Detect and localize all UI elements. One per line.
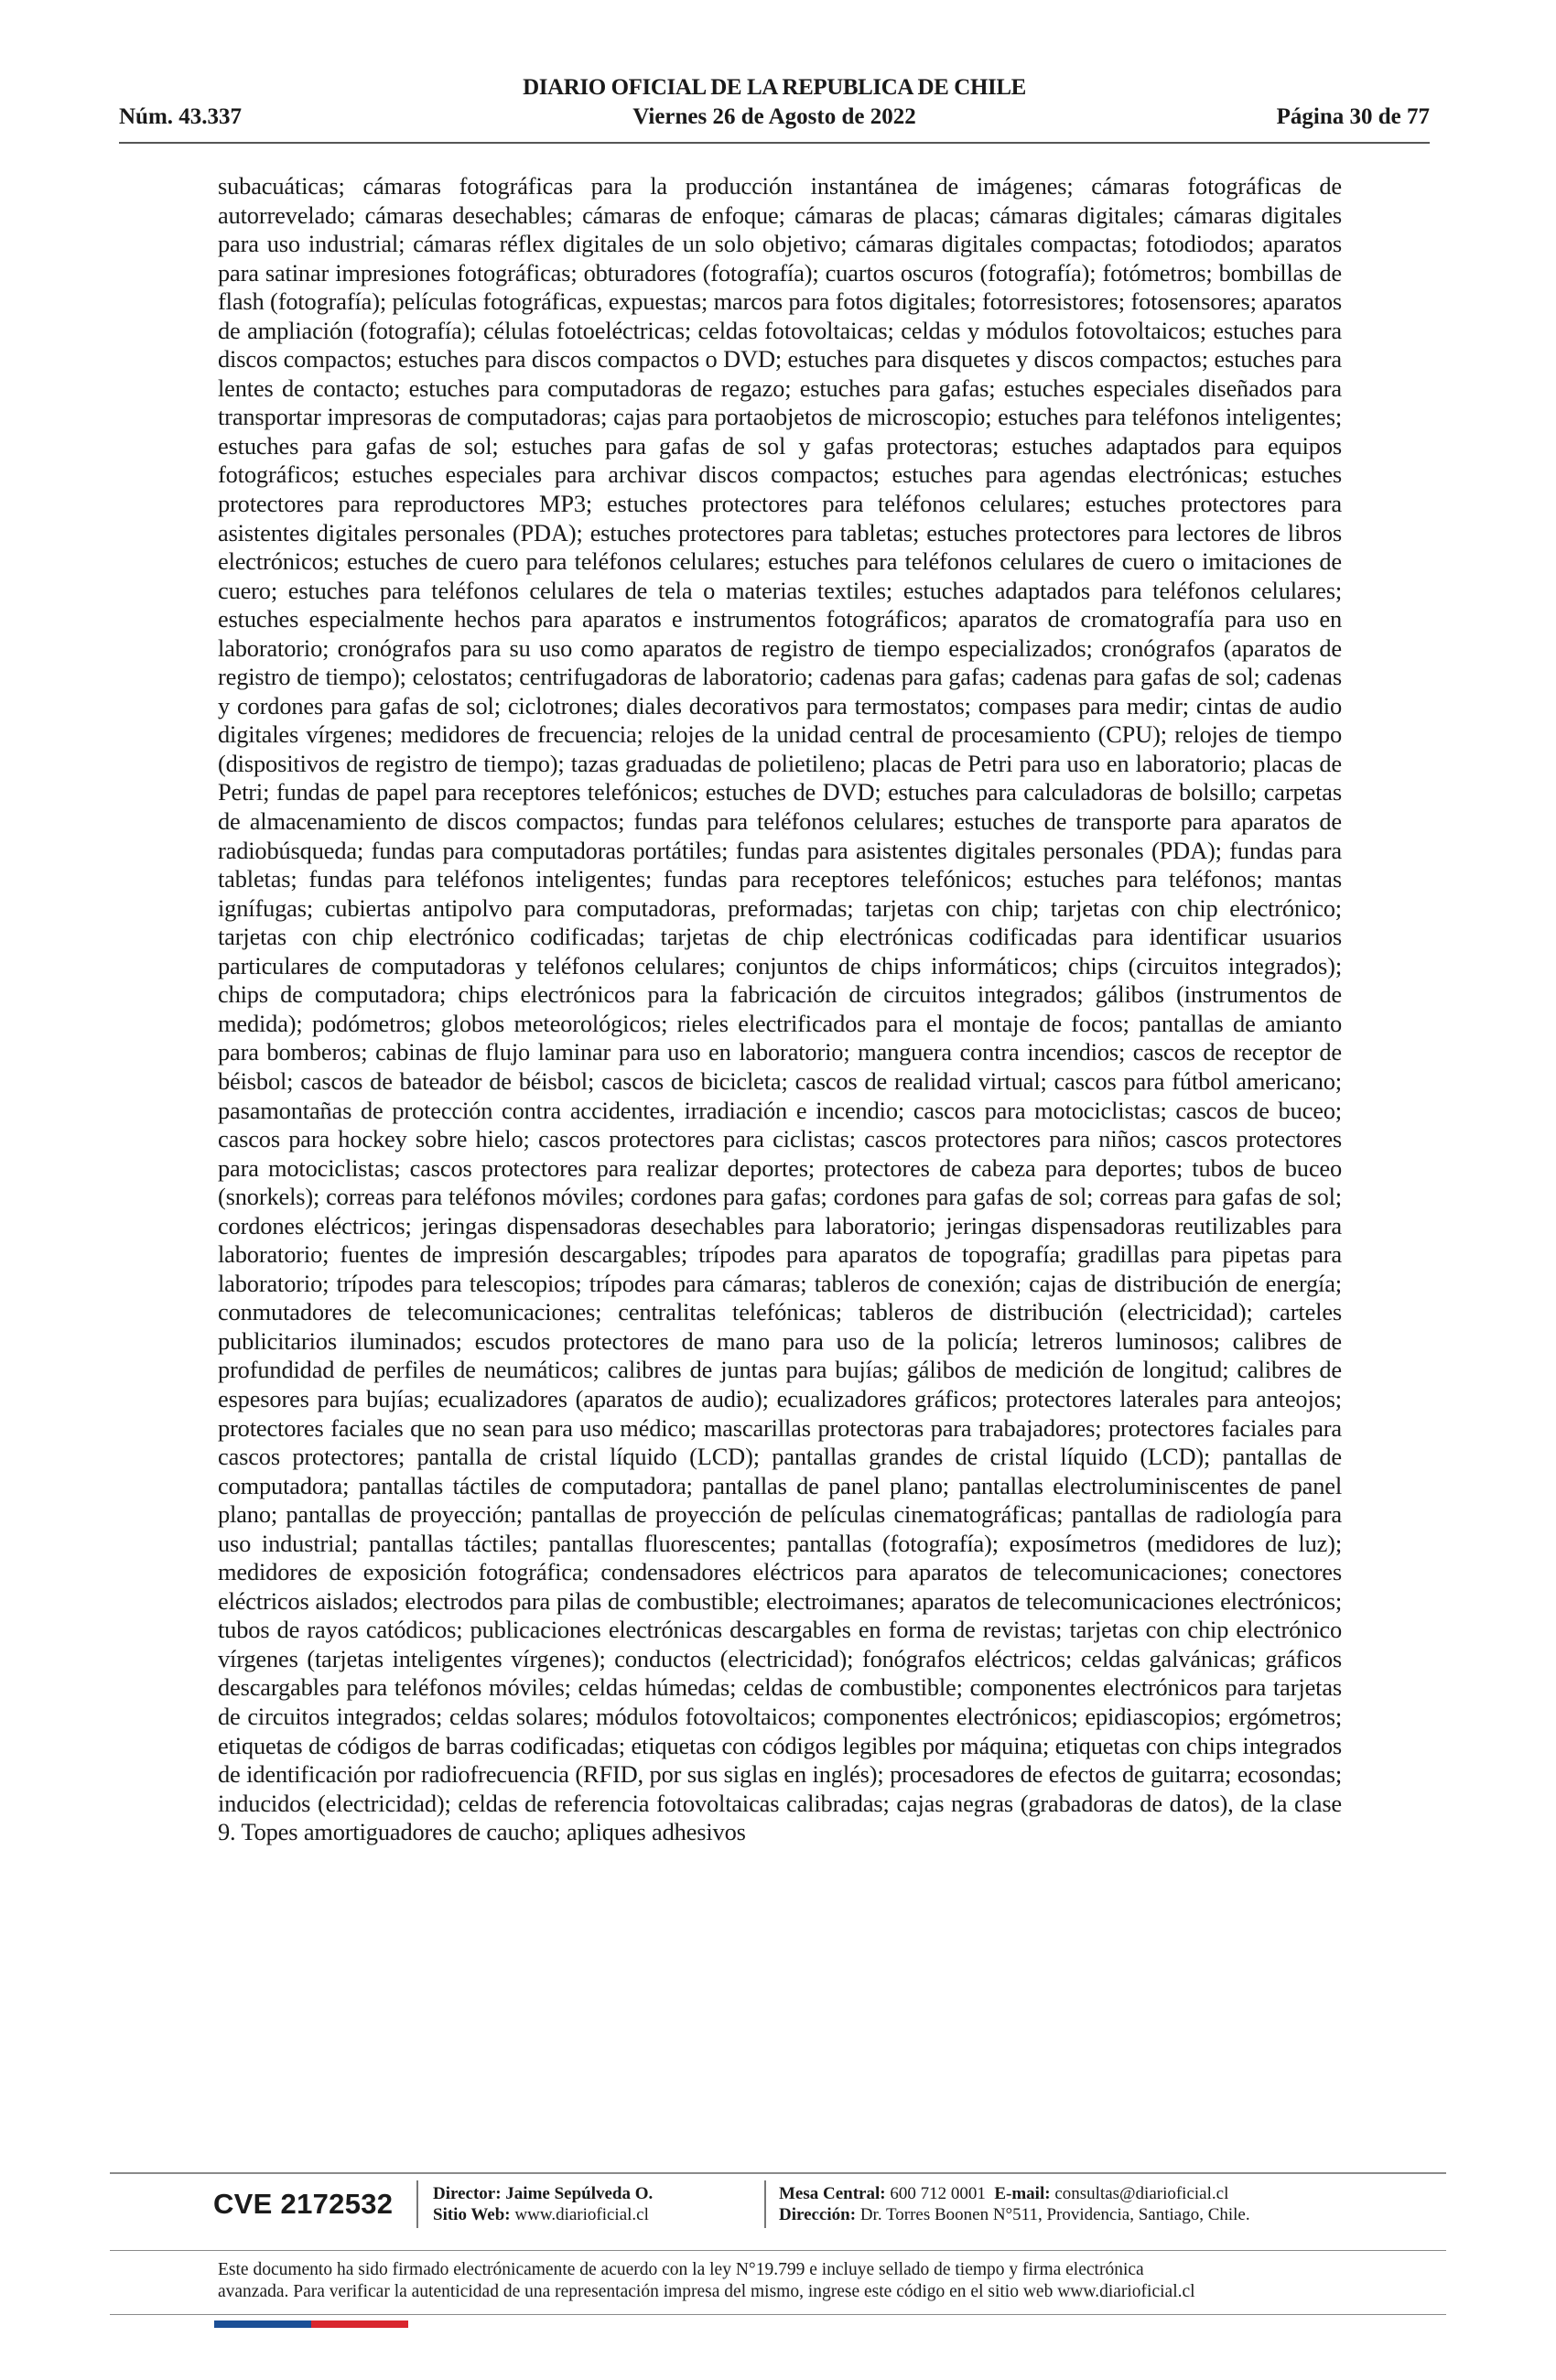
address: Dr. Torres Boonen N°511, Providencia, Santiago, Chile. [859, 2205, 1250, 2224]
phone-number: 600 712 0001 [890, 2184, 986, 2203]
publication-title: DIARIO OFICIAL DE LA REPUBLICA DE CHILE [523, 75, 1026, 100]
issue-number: Núm. 43.337 [119, 104, 243, 129]
legal-line: avanzada. Para verificar la autenticidad de una representación impresa del mismo, ingrese este código en el sitio web www.diarioficial.cl [218, 2282, 1195, 2301]
legal-notice [218, 2259, 1353, 2303]
footer-separator [416, 2180, 418, 2228]
header-divider [119, 142, 1430, 144]
legal-line: Este documento ha sido firmado electrónicamente de acuerdo con la ley N°19.799 e incluye sellado de tiempo y firma electrónica [218, 2260, 1144, 2279]
footer-divider-middle [110, 2250, 1446, 2251]
flag-red-band [311, 2320, 408, 2328]
footer-separator [764, 2180, 766, 2228]
phone-label: Mesa Central: [779, 2184, 886, 2203]
footer-divider-bottom [110, 2314, 1446, 2315]
page-header [119, 75, 1430, 139]
footer-director-block [433, 2183, 653, 2225]
issue-date: Viernes 26 de Agosto de 2022 [632, 104, 916, 129]
email-link[interactable]: consultas@diarioficial.cl [1054, 2184, 1229, 2203]
address-label: Dirección: [779, 2205, 857, 2224]
footer-divider-top [110, 2172, 1446, 2174]
body-paragraph: subacuáticas; cámaras fotográficas para la producción instantánea de imágenes; cámaras fotográficas de autorrevelado; cámaras desechables; cámaras de enfoque; cámaras de placas; cámaras digitales; cámaras digitales para uso industrial; cámaras réflex digitales de un solo objetivo; cámaras digitales compactas; fotodiodos; aparatos para satinar impresiones fotográficas; obturadores (fotografía); cuartos oscuros (fotografía); fotómetros; bombillas de flash (fotografía); películas fotográficas, expuestas; marcos para fotos digitales; fotorresistores; fotosensores; aparatos de ampliación (fotografía); células fotoeléctricas; celdas fotovoltaicas; celdas y módulos fotovoltaicos; estuches para discos compactos; estuches para discos compactos o DVD; estuches para disquetes y discos compactos; estuches para lentes de contacto; estuches para computadoras de regazo; estuches para gafas; estuches especiales diseñados para transportar impresoras de computadoras; cajas para portaobjetos de microscopio; estuches para teléfonos inteligentes; estuches para gafas de sol; estuches para gafas de sol y gafas protectoras; estuches adaptados para equipos fotográficos; estuches especiales para archivar discos compactos; estuches para agendas electrónicas; estuches protectores para reproductores MP3; estuches protectores para teléfonos celulares; estuches protectores para asistentes digitales personales (PDA); estuches protectores para tabletas; estuches protectores para lectores de libros electrónicos; estuches de cuero para teléfonos celulares; estuches para teléfonos celulares de cuero o imitaciones de cuero; estuches para teléfonos celulares de tela o materias textiles; estuches adaptados para teléfonos celulares; estuches especialmente hechos para aparatos e instrumentos fotográficos; aparatos de cromatografía para uso en laboratorio; cronógrafos para su uso como aparatos de registro de tiempo especializados; cronógrafos (aparatos de registro de tiempo); celostatos; centrifugadoras de laboratorio; cadenas para gafas; cadenas para gafas de sol; cadenas y cordones para gafas de sol; ciclotrones; diales decorativos para termostatos; compases para medir; cintas de audio digitales vírgenes; medidores de frecuencia; relojes de la unidad central de procesamiento (CPU); relojes de tiempo (dispositivos de registro de tiempo); tazas graduadas de polietileno; placas de Petri para uso en laboratorio; placas de Petri; fundas de papel para receptores telefónicos; estuches de DVD; estuches para calculadoras de bolsillo; carpetas de almacenamiento de discos compactos; fundas para teléfonos celulares; estuches de transporte para aparatos de radiobúsqueda; fundas para computadoras portátiles; fundas para asistentes digitales personales (PDA); fundas para tabletas; fundas para teléfonos inteligentes; fundas para receptores telefónicos; estuches para teléfonos; mantas ignífugas; cubiertas antipolvo para computadoras, preformadas; tarjetas con chip; tarjetas con chip electrónico; tarjetas con chip electrónico codificadas; tarjetas de chip electrónicas codificadas para identificar usuarios particulares de computadoras y teléfonos celulares; conjuntos de chips informáticos; chips (circuitos integrados); chips de computadora; chips electrónicos para la fabricación de circuitos integrados; gálibos (instrumentos de medida); podómetros; globos meteorológicos; rieles electrificados para el montaje de focos; pantallas de amianto para bomberos; cabinas de flujo laminar para uso en laboratorio; manguera contra incendios; cascos de receptor de béisbol; cascos de bateador de béisbol; cascos de bicicleta; cascos de realidad virtual; cascos para fútbol americano; pasamontañas de protección contra accidentes, irradiación e incendio; cascos para motociclistas; cascos de buceo; cascos para hockey sobre hielo; cascos protectores para ciclistas; cascos protectores para niños; cascos protectores para motociclistas; cascos protectores para realizar deportes; protectores de cabeza para deportes; tubos de buceo (snorkels); correas para teléfonos móviles; cordones para gafas; cordones para gafas de sol; correas para gafas de sol; cordones eléctricos; jeringas dispensadoras desechables para laboratorio; jeringas dispensadoras reutilizables para laboratorio; fuentes de impresión descargables; trípodes para aparatos de topografía; gradillas para pipetas para laboratorio; trípodes para telescopios; trípodes para cámaras; tableros de conexión; cajas de distribución de energía; conmutadores de telecomunicaciones; centralitas telefónicas; tableros de distribución (electricidad); carteles publicitarios iluminados; escudos protectores de mano para uso de la policía; letreros luminosos; calibres de profundidad de perfiles de neumáticos; calibres de juntas para bujías; gálibos de medición de longitud; calibres de espesores para bujías; ecualizadores (aparatos de audio); ecualizadores gráficos; protectores laterales para anteojos; protectores faciales que no sean para uso médico; mascarillas protectoras para trabajadores; protectores faciales para cascos protectores; pantalla de cristal líquido (LCD); pantallas grandes de cristal líquido (LCD); pantallas de computadora; pantallas táctiles de computadora; pantallas de panel plano; pantallas electroluminiscentes de panel plano; pantallas de proyección; pantallas de proyección de películas cinematográficas; pantallas de radiología para uso industrial; pantallas táctiles; pantallas fluorescentes; pantallas (fotografía); exposímetros (medidores de luz); medidores de exposición fotográfica; condensadores eléctricos para aparatos de telecomunicaciones; conectores eléctricos aislados; electrodos para pilas de combustible; electroimanes; aparatos de telecomunicaciones electrónicos; tubos de rayos catódicos; publicaciones electrónicas descargables en forma de revistas; tarjetas con chip electrónico vírgenes (tarjetas inteligentes vírgenes); conductos (electricidad); fonógrafos eléctricos; celdas galvánicas; gráficos descargables para teléfonos móviles; celdas húmedas; celdas de combustible; componentes electrónicos para tarjetas de circuitos integrados; celdas solares; módulos fotovoltaicos; componentes electrónicos; epidiascopios; ergómetros; etiquetas de códigos de barras codificadas; etiquetas con códigos legibles por máquina; etiquetas con chips integrados de identificación por radiofrecuencia (RFID, por sus siglas en inglés); procesadores de efectos de guitarra; ecosondas; inducidos (electricidad); celdas de referencia fotovoltaicas calibradas; cajas negras (grabadoras de datos), de la clase 9. Topes amortiguadores de caucho; apliques adhesivos [218, 172, 1342, 1846]
cve-code: CVE 2172532 [213, 2188, 394, 2220]
page-number: Página 30 de 77 [1276, 104, 1430, 129]
director-label: Director: [433, 2184, 502, 2203]
website-link[interactable]: www.diarioficial.cl [514, 2205, 649, 2224]
website-label: Sitio Web: [433, 2205, 511, 2224]
footer-contact-block [779, 2183, 1250, 2225]
email-label: E-mail: [994, 2184, 1051, 2203]
flag-blue-band [214, 2320, 311, 2328]
director-name: Jaime Sepúlveda O. [505, 2184, 654, 2203]
